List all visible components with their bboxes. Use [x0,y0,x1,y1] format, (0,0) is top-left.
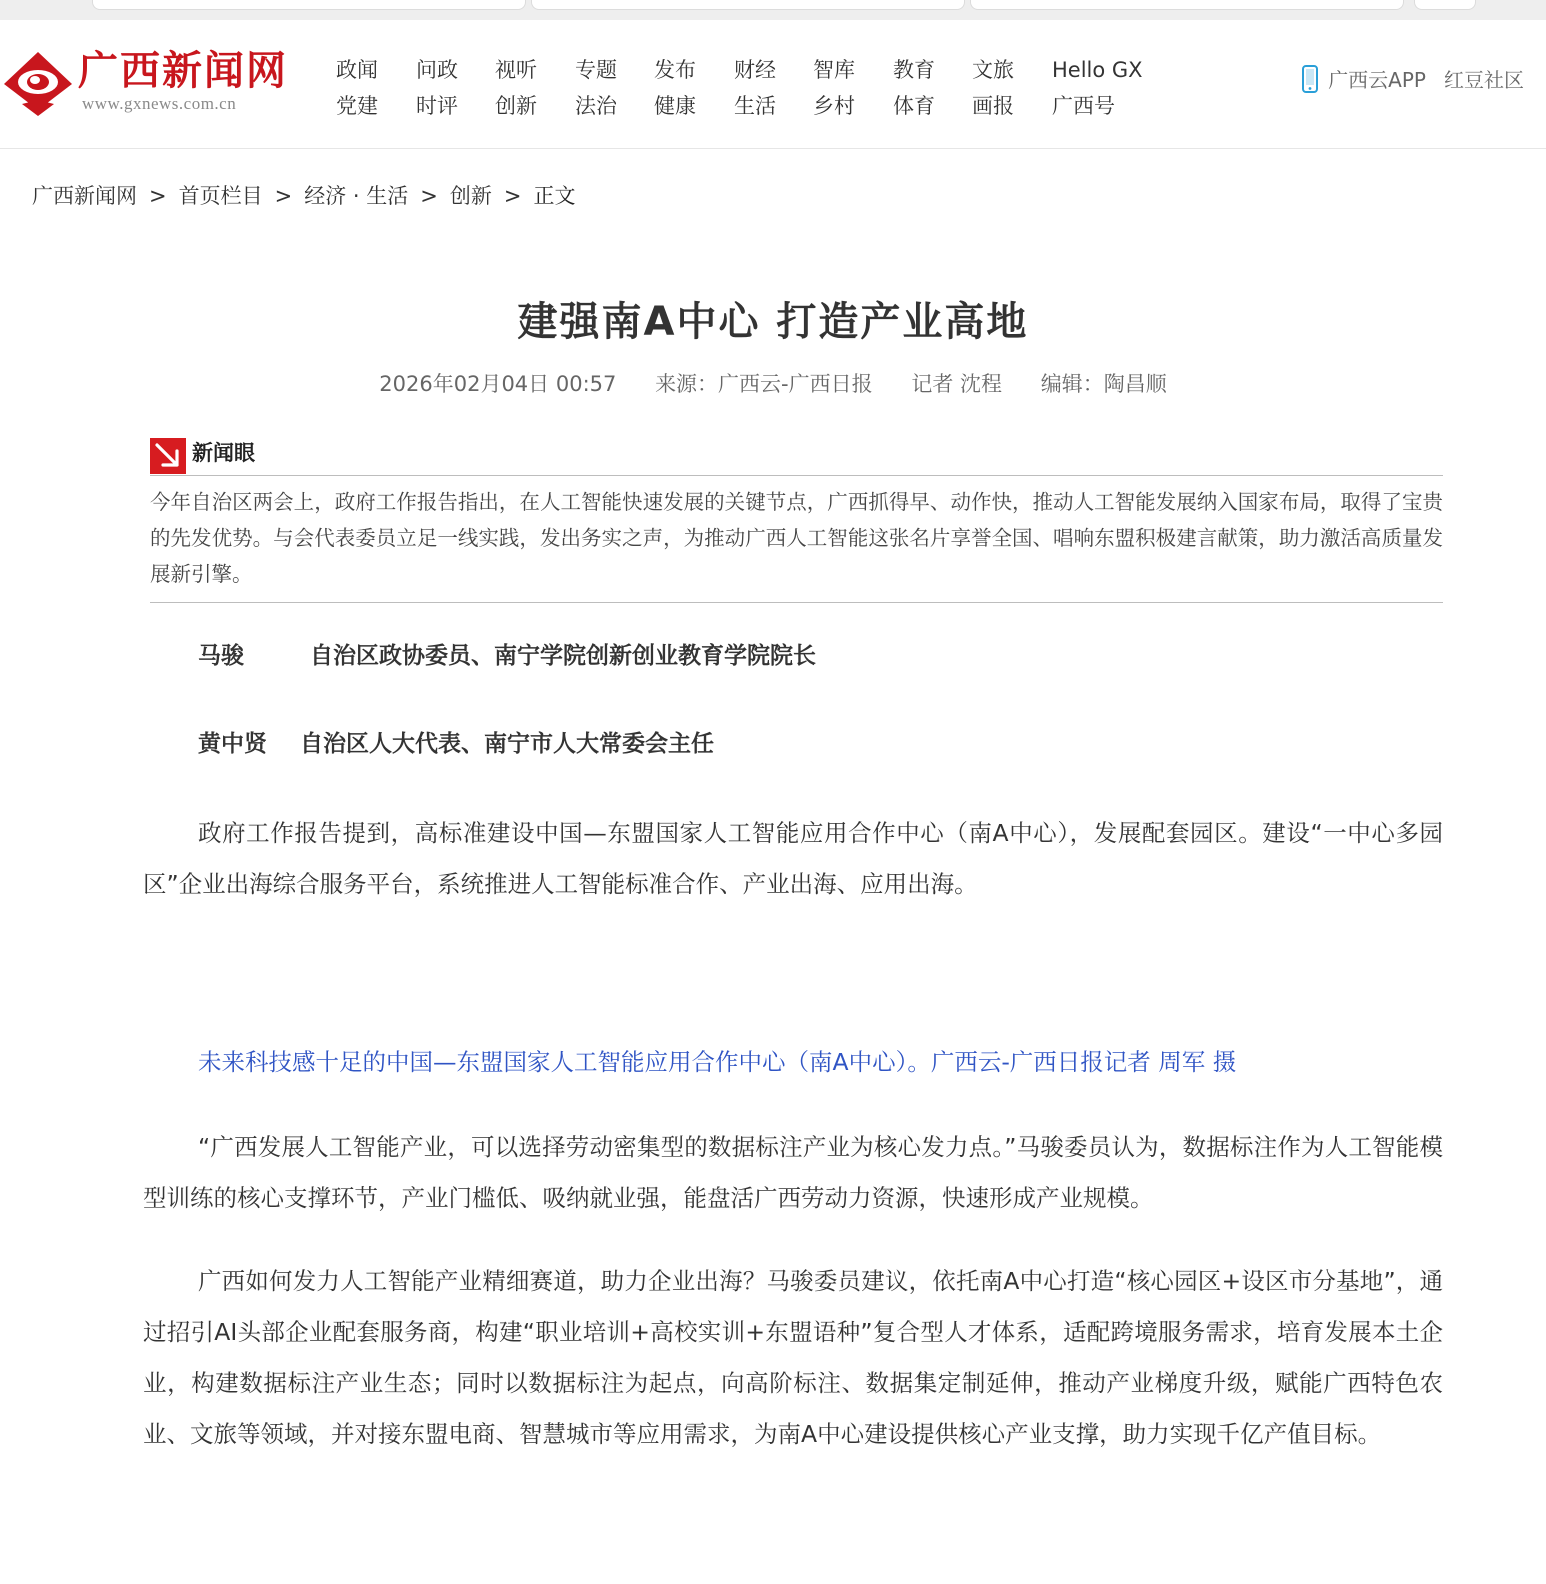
browser-top-strip [0,0,1546,20]
nav-column [972,52,1052,124]
nav-column [1052,52,1192,124]
news-eye-box [150,438,1443,603]
breadcrumb-item[interactable]: 经济 · 生活 [304,184,409,208]
nav-column [416,52,496,124]
image-caption: 未来科技感十足的中国—东盟国家人工智能应用合作中心（南A中心）。广西云-广西日报记者 周军 摄 [198,1048,1237,1076]
nav-item[interactable]: 党建 [336,94,378,118]
person-name: 黄中贤 [198,731,267,757]
person-title: 自治区政协委员、南宁学院创新创业教育学院院长 [310,643,816,669]
tab-stub[interactable] [970,0,1404,10]
nav-item[interactable]: 教育 [893,58,935,82]
nav-item[interactable]: 广西号 [1052,94,1115,118]
person-row [198,724,1443,764]
breadcrumb-item[interactable]: 广西新闻网 [32,184,137,208]
nav-item[interactable]: 创新 [495,94,537,118]
nav-item[interactable]: 生活 [734,94,776,118]
breadcrumb-item[interactable]: 创新 [449,184,492,208]
nav-column [734,52,814,124]
breadcrumb-separator: > [149,184,167,208]
logo-url: www.gxnews.com.cn [82,94,237,113]
nav-item[interactable]: Hello GX [1052,58,1143,82]
logo-emblem-icon [2,48,74,118]
breadcrumb-separator: > [503,184,522,208]
person-name: 马骏 [198,643,244,669]
article-meta [0,368,1546,398]
nav-item[interactable]: 健康 [654,94,696,118]
article-body [143,636,1443,1460]
nav-item[interactable]: 视听 [495,58,537,82]
article-paragraph: 广西如何发力人工智能产业精细赛道，助力企业出海？马骏委员建议，依托南A中心打造“核心园区+设区市分基地”，通过招引AI头部企业配套服务商，构建“职业培训+高校实训+东盟语种”复合型人才体系，适配跨境服务需求，培育发展本土企业，构建数据标注产业生态；同时以数据标注为起点，向高阶标注、数据集定制延伸，推动产业梯度升级，赋能广西特色农业、文旅等领域，并对接东盟电商、智慧城市等应用需求，为南A中心建设提供核心产业支撑，助力实现千亿产值目标。 [143,1267,1443,1448]
news-eye-text: 今年自治区两会上，政府工作报告指出，在人工智能快速发展的关键节点，广西抓得早、动作快，推动人工智能发展纳入国家布局，取得了宝贵的先发优势。与会代表委员立足一线实践，发出务实之声，为推动广西人工智能这张名片享誉全国、唱响东盟积极建言献策，助力激活高质量发展新引擎。 [150,476,1443,603]
breadcrumb-item[interactable]: 首页栏目 [178,184,263,208]
news-eye-label: 新闻眼 [192,441,255,465]
nav-item[interactable]: 乡村 [813,94,855,118]
nav-item[interactable]: 法治 [575,94,617,118]
breadcrumb-separator: > [274,184,293,208]
nav-item[interactable]: 体育 [893,94,935,118]
article-title: 建强南A中心 打造产业高地 [517,299,1029,345]
tab-stub[interactable] [92,0,526,10]
person-row [198,636,1443,676]
nav-column [495,52,575,124]
article-source: 来源：广西云-广西日报 [655,372,873,396]
nav-item[interactable]: 时评 [416,94,458,118]
breadcrumb-separator: > [420,184,438,208]
tab-stub[interactable] [1414,0,1476,10]
arrow-down-right-icon [150,438,186,474]
header-right-links [1302,64,1524,93]
site-logo[interactable] [2,48,302,118]
article-paragraph: “广西发展人工智能产业，可以选择劳动密集型的数据标注产业为核心发力点。”马骏委员认为，数据标注作为人工智能模型训练的核心支撑环节，产业门槛低、吸纳就业强，能盘活广西劳动力资源，快速形成产业规模。 [143,1133,1443,1212]
news-eye-header [150,438,1443,476]
article-editor: 编辑：陶昌顺 [1040,372,1167,396]
nav-column [575,52,655,124]
nav-item[interactable]: 问政 [416,58,458,82]
community-link[interactable]: 红豆社区 [1444,68,1524,92]
nav-column [654,52,734,124]
breadcrumb [32,180,575,210]
nav-item[interactable]: 政闻 [336,58,378,82]
site-header [0,20,1546,149]
article-datetime: 2026年02月04日 00:57 [379,372,617,396]
breadcrumb-current: 正文 [533,184,576,208]
mobile-phone-icon [1302,65,1318,93]
person-title: 自治区人大代表、南宁市人大常委会主任 [300,731,714,757]
article-paragraph: 政府工作报告提到，高标准建设中国—东盟国家人工智能应用合作中心（南A中心），发展配套园区。建设“一中心多园区”企业出海综合服务平台，系统推进人工智能标准合作、产业出海、应用出海。 [143,819,1443,898]
nav-column [336,52,416,124]
app-link[interactable]: 广西云APP [1328,68,1426,92]
nav-item[interactable]: 发布 [654,58,696,82]
nav-column [813,52,893,124]
nav-item[interactable]: 智库 [813,58,855,82]
tab-stub[interactable] [531,0,965,10]
nav-column [893,52,973,124]
article-reporter: 记者 沈程 [911,372,1003,396]
nav-item[interactable]: 文旅 [972,58,1014,82]
logo-name: 广西新闻网 [78,47,288,94]
nav-item[interactable]: 画报 [972,94,1014,118]
nav-item[interactable]: 专题 [575,58,617,82]
nav-item[interactable]: 财经 [734,58,776,82]
